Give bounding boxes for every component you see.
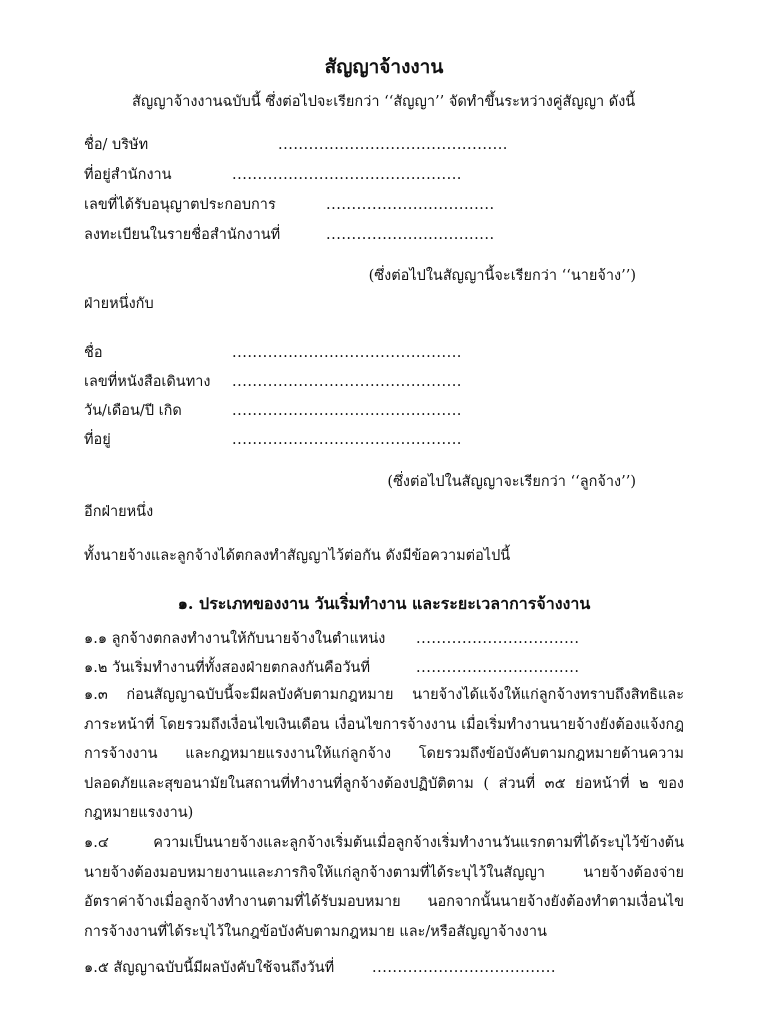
employee-party-text: อีกฝ่ายหนึ่ง bbox=[84, 504, 154, 520]
clause-1-1-text: ๑.๑ ลูกจ้างตกลงทำงานให้กับนายจ้างในตำแหน่ง bbox=[84, 631, 386, 647]
employee-name-blank[interactable]: ............................................. bbox=[232, 345, 462, 361]
clause-1-3: ๑.๓ ก่อนสัญญาฉบับนี้จะมีผลบังคับตามกฎหมาย นายจ้างได้แจ้งให้แก่ลูกจ้างทราบถึงสิทธิและภาระหน้าที่ โดยรวมถึงเงื่อนไขเงินเดือน เงื่อนไขการจ้างงาน เมื่อเริ่มทำงานนายจ้างยังต้องแจ้งกฎการจ้างงาน และกฎหมายแรงงานให้แก่ลูกจ้าง โดยรวมถึงข้อบังคับตามกฎหมายด้านความปลอดภัยและสุขอนามัยในสถานที่ทำงานที่ลูกจ้างต้องปฏิบัติตาม ( ส่วนที่ ๓๕ ย่อหน้าที่ ๒ ของกฎหมายแรงงาน) bbox=[84, 687, 684, 821]
employer-name-label: ชื่อ/ บริษัท bbox=[84, 137, 149, 153]
employee-address-blank[interactable]: ............................................. bbox=[232, 432, 462, 448]
clause-1-1 bbox=[84, 626, 684, 652]
employer-party-text: ฝ่ายหนึ่งกับ bbox=[84, 296, 154, 312]
employee-designation-note: (ซึ่งต่อไปในสัญญาจะเรียกว่า ‘‘ลูกจ้าง’’) bbox=[387, 474, 636, 490]
clause-1-5-blank[interactable]: .................................... bbox=[372, 960, 556, 976]
employer-license-blank[interactable]: ................................. bbox=[326, 197, 495, 213]
employer-office-address-blank[interactable]: ............................................. bbox=[232, 167, 462, 183]
clause-1-4: ๑.๔ ความเป็นนายจ้างและลูกจ้างเริ่มต้นเมื่อลูกจ้างเริ่มทำงานวันแรกตามที่ได้ระบุไว้ข้างต้น นายจ้างต้องมอบหมายงานและภารกิจให้แก่ลูกจ้างตามที่ได้ระบุไว้ในสัญญา นายจ้างต้องจ่ายอัตราค่าจ้างเมื่อลูกจ้างทำงานตามที่ได้รับมอบหมาย นอกจากนั้นนายจ้างยังต้องทำตามเงื่อนไขการจ้างงานที่ได้ระบุไว้ในกฎข้อบังคับตามกฎหมาย และ/หรือสัญญาจ้างงาน bbox=[84, 835, 684, 940]
section-1-heading: ๑. ประเภทของงาน วันเริ่มทำงาน และระยะเวลาการจ้างงาน bbox=[177, 594, 591, 613]
employee-passport-blank[interactable]: ............................................. bbox=[232, 374, 462, 390]
document-title: สัญญาจ้างงาน bbox=[324, 56, 444, 78]
agreement-statement: ทั้งนายจ้างและลูกจ้างได้ตกลงทำสัญญาไว้ต่อกัน ดังมีข้อความต่อไปนี้ bbox=[84, 548, 511, 564]
employee-name-label: ชื่อ bbox=[84, 345, 103, 361]
clause-1-2 bbox=[84, 655, 684, 681]
clause-1-5 bbox=[84, 955, 684, 981]
employee-birthdate-label: วัน/เดือน/ปี เกิด bbox=[84, 403, 182, 419]
clause-1-1-blank[interactable]: ................................ bbox=[416, 631, 580, 647]
clause-1-2-blank[interactable]: ................................ bbox=[416, 660, 580, 676]
employer-registration-label: ลงทะเบียนในรายชื่อสำนักงานที่ bbox=[84, 227, 281, 243]
employer-designation-note: (ซึ่งต่อไปในสัญญานี้จะเรียกว่า ‘‘นายจ้าง’’) bbox=[368, 268, 636, 284]
employee-birthdate-blank[interactable]: ............................................. bbox=[232, 403, 462, 419]
employer-registration-blank[interactable]: ................................. bbox=[326, 227, 495, 243]
employer-license-label: เลขที่ได้รับอนุญาตประกอบการ bbox=[84, 197, 276, 213]
clause-1-5-text: ๑.๕ สัญญาฉบับนี้มีผลบังคับใช้จนถึงวันที่ bbox=[84, 960, 335, 976]
employer-name-blank[interactable]: ............................................. bbox=[278, 137, 508, 153]
employee-address-label: ที่อยู่ bbox=[84, 432, 111, 448]
employer-office-address-label: ที่อยู่สำนักงาน bbox=[84, 167, 172, 183]
clause-1-2-text: ๑.๒ วันเริ่มทำงานที่ทั้งสองฝ่ายตกลงกันคือวันที่ bbox=[84, 660, 371, 676]
document-subtitle: สัญญาจ้างงานฉบับนี้ ซึ่งต่อไปจะเรียกว่า ‘‘สัญญา’’ จัดทำขึ้นระหว่างคู่สัญญา ดังนี้ bbox=[132, 94, 636, 110]
employee-passport-label: เลขที่หนังสือเดินทาง bbox=[84, 374, 211, 390]
